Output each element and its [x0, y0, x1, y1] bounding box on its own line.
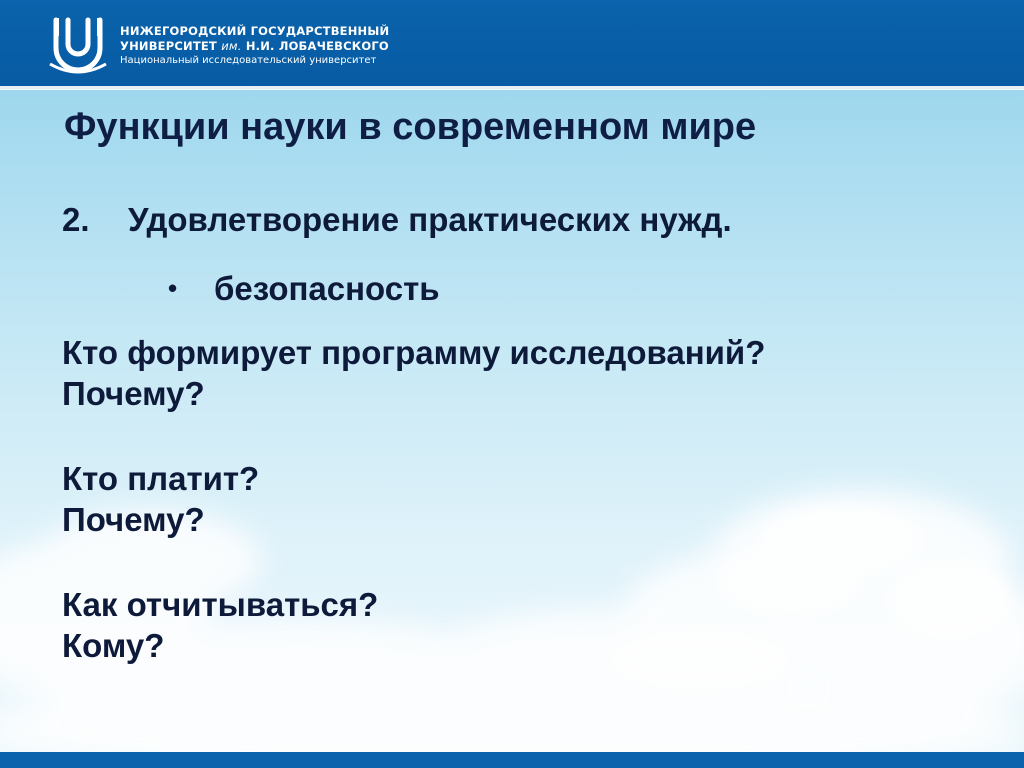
question-how-report: Как отчитываться?: [62, 586, 379, 623]
university-subtitle: Национальный исследовательский университет: [120, 55, 377, 66]
footer-bar: [0, 752, 1024, 768]
university-name-im: им.: [221, 39, 242, 53]
slide-title: Функции науки в современном мире: [64, 106, 757, 148]
university-name-person: Н.И. ЛОБАЧЕВСКОГО: [245, 39, 389, 53]
bullet-item: [168, 270, 440, 308]
university-name-prefix: УНИВЕРСИТЕТ: [120, 39, 217, 53]
bullet-symbol: •: [168, 273, 178, 303]
question-program: Кто формирует программу исследований?: [62, 334, 766, 371]
point-number: 2.: [62, 201, 90, 238]
question-to-whom: Кому?: [62, 627, 165, 664]
question-who-pays: Кто платит?: [62, 460, 260, 497]
numbered-point: [62, 201, 732, 239]
university-name-line1: НИЖЕГОРОДСКИЙ ГОСУДАРСТВЕННЫЙ: [120, 24, 390, 38]
question-why-1: Почему?: [62, 375, 205, 412]
point-text: Удовлетворение практических нужд.: [128, 201, 732, 238]
bullet-text: безопасность: [214, 270, 440, 307]
question-why-2: Почему?: [62, 501, 205, 538]
